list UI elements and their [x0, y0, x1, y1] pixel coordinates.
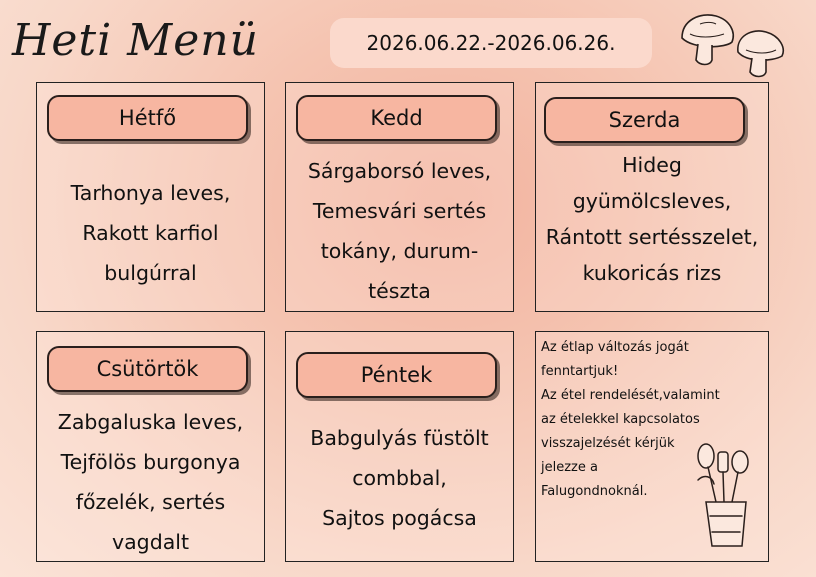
- day-label-monday: Hétfő: [47, 95, 248, 141]
- date-range-badge: 2026.06.22.-2026.06.26.: [330, 18, 652, 68]
- day-label-friday: Péntek: [296, 352, 497, 398]
- page-title: Heti Menü: [12, 15, 259, 66]
- menu-text-wednesday: Hideg gyümölcsleves, Rántott sertésszelet, kukoricás rizs: [545, 153, 759, 285]
- day-label-thursday: Csütörtök: [47, 346, 248, 392]
- kitchen-utensils-icon: [692, 440, 760, 550]
- day-label-wednesday: Szerda: [544, 97, 745, 143]
- day-label-tuesday: Kedd: [296, 95, 497, 141]
- day-card-thursday: [36, 331, 265, 562]
- day-card-wednesday: [535, 82, 769, 312]
- menu-text-thursday: Zabgaluska leves, Tejfölös burgonya főzelék, sertés vagdalt: [57, 410, 244, 554]
- menu-text-friday: Babgulyás füstölt combbal, Sajtos pogácsa: [310, 426, 489, 530]
- day-card-friday: [285, 331, 514, 562]
- day-card-monday: [36, 82, 265, 312]
- menu-text-tuesday: Sárgaborsó leves, Temesvári sertés tokány, durum- tészta: [307, 159, 492, 303]
- mushroom-icon: [676, 8, 790, 78]
- notice-text: Az étlap változás jogát fenntartjuk! Az étel rendelését,valamint az ételekkel kapcsolatos visszajelzését kérjük jelezze a Falugondnoknál.: [541, 340, 720, 499]
- day-card-tuesday: [285, 82, 514, 312]
- menu-text-monday: Tarhonya leves, Rakott karfiol bulgúrral: [70, 181, 231, 285]
